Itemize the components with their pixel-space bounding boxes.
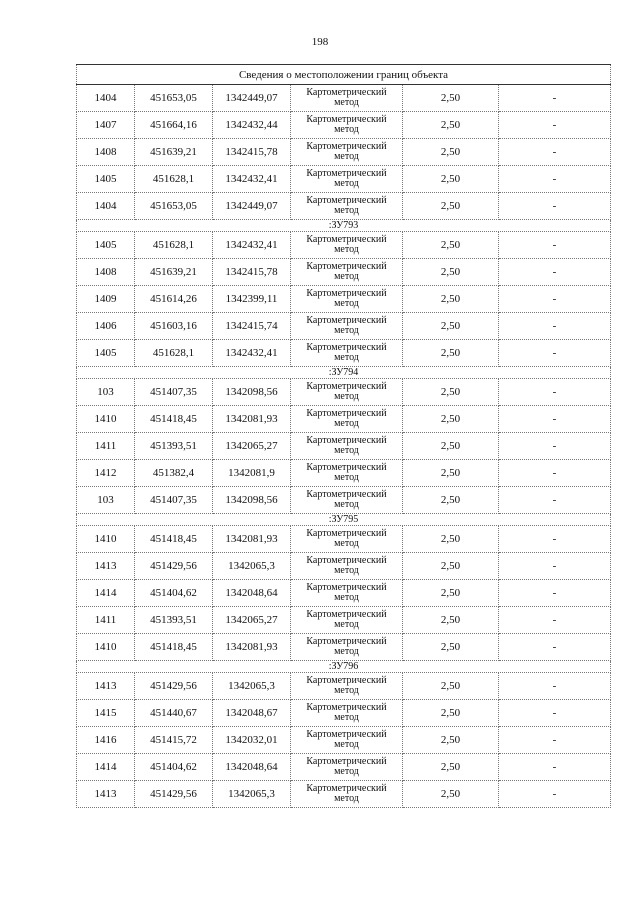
x-coordinate-cell: 451614,26: [135, 286, 213, 313]
table-row: [77, 526, 611, 553]
table-row: [77, 727, 611, 754]
point-number-cell: 1406: [77, 313, 135, 340]
note-cell: -: [499, 460, 611, 487]
point-number-cell: 103: [77, 487, 135, 514]
y-coordinate-cell: 1342449,07: [213, 85, 291, 112]
method-line-1: Картометрический: [306, 141, 387, 152]
point-number-cell: 1415: [77, 700, 135, 727]
method-cell: [291, 85, 403, 112]
y-coordinate-cell: 1342081,9: [213, 460, 291, 487]
method-line-1: Картометрический: [306, 408, 387, 419]
point-number-cell: 1414: [77, 580, 135, 607]
table-row: [77, 166, 611, 193]
page-number: 198: [311, 36, 329, 48]
y-coordinate-cell: 1342081,93: [213, 526, 291, 553]
x-coordinate-cell: 451628,1: [135, 166, 213, 193]
method-line-2: метод: [334, 739, 359, 750]
accuracy-cell: 2,50: [403, 406, 499, 433]
method-line-2: метод: [334, 97, 359, 108]
section-row: [77, 220, 611, 232]
method-line-2: метод: [334, 472, 359, 483]
method-line-1: Картометрический: [306, 288, 387, 299]
method-cell: [291, 607, 403, 634]
point-number-cell: 1404: [77, 85, 135, 112]
method-cell: [291, 166, 403, 193]
table-row: [77, 580, 611, 607]
section-row: [77, 661, 611, 673]
table-row: [77, 460, 611, 487]
note-cell: -: [499, 313, 611, 340]
y-coordinate-cell: 1342065,27: [213, 607, 291, 634]
method-line-1: Картометрический: [306, 234, 387, 245]
table-row: [77, 406, 611, 433]
method-line-2: метод: [334, 646, 359, 657]
accuracy-cell: 2,50: [403, 700, 499, 727]
note-cell: -: [499, 139, 611, 166]
method-line-1: Картометрический: [306, 582, 387, 593]
method-line-2: метод: [334, 418, 359, 429]
y-coordinate-cell: 1342048,64: [213, 754, 291, 781]
method-cell: [291, 340, 403, 367]
accuracy-cell: 2,50: [403, 553, 499, 580]
note-cell: -: [499, 580, 611, 607]
table-row: [77, 139, 611, 166]
x-coordinate-cell: 451653,05: [135, 193, 213, 220]
accuracy-cell: 2,50: [403, 166, 499, 193]
note-cell: -: [499, 406, 611, 433]
note-cell: -: [499, 781, 611, 808]
method-line-2: метод: [334, 499, 359, 510]
x-coordinate-cell: 451418,45: [135, 526, 213, 553]
accuracy-cell: 2,50: [403, 580, 499, 607]
y-coordinate-cell: 1342432,44: [213, 112, 291, 139]
table-header: Сведения о местоположении границ объекта: [77, 65, 611, 85]
accuracy-cell: 2,50: [403, 85, 499, 112]
method-line-2: метод: [334, 619, 359, 630]
table-row: [77, 607, 611, 634]
x-coordinate-cell: 451664,16: [135, 112, 213, 139]
y-coordinate-cell: 1342048,67: [213, 700, 291, 727]
x-coordinate-cell: 451639,21: [135, 259, 213, 286]
y-coordinate-cell: 1342081,93: [213, 406, 291, 433]
method-line-1: Картометрический: [306, 636, 387, 647]
y-coordinate-cell: 1342399,11: [213, 286, 291, 313]
table-row: [77, 754, 611, 781]
x-coordinate-cell: 451418,45: [135, 406, 213, 433]
method-cell: [291, 673, 403, 700]
accuracy-cell: 2,50: [403, 781, 499, 808]
method-line-1: Картометрический: [306, 528, 387, 539]
x-coordinate-cell: 451393,51: [135, 607, 213, 634]
table-row: [77, 553, 611, 580]
method-cell: [291, 553, 403, 580]
y-coordinate-cell: 1342065,27: [213, 433, 291, 460]
point-number-cell: 1408: [77, 139, 135, 166]
accuracy-cell: 2,50: [403, 433, 499, 460]
y-coordinate-cell: 1342065,3: [213, 781, 291, 808]
accuracy-cell: 2,50: [403, 754, 499, 781]
point-number-cell: 1408: [77, 259, 135, 286]
note-cell: -: [499, 526, 611, 553]
table-row: [77, 433, 611, 460]
note-cell: -: [499, 112, 611, 139]
accuracy-cell: 2,50: [403, 460, 499, 487]
table-row: [77, 673, 611, 700]
method-line-2: метод: [334, 151, 359, 162]
y-coordinate-cell: 1342081,93: [213, 634, 291, 661]
accuracy-cell: 2,50: [403, 634, 499, 661]
point-number-cell: 1413: [77, 553, 135, 580]
method-line-2: метод: [334, 538, 359, 549]
method-line-2: метод: [334, 271, 359, 282]
note-cell: -: [499, 340, 611, 367]
method-line-2: метод: [334, 391, 359, 402]
method-cell: [291, 406, 403, 433]
x-coordinate-cell: 451393,51: [135, 433, 213, 460]
point-number-cell: 1412: [77, 460, 135, 487]
boundary-coordinates-table: [76, 64, 611, 808]
table-row: [77, 259, 611, 286]
method-line-1: Картометрический: [306, 462, 387, 473]
section-row: [77, 514, 611, 526]
method-line-2: метод: [334, 178, 359, 189]
method-cell: [291, 139, 403, 166]
point-number-cell: 1405: [77, 340, 135, 367]
method-line-1: Картометрический: [306, 702, 387, 713]
x-coordinate-cell: 451418,45: [135, 634, 213, 661]
y-coordinate-cell: 1342065,3: [213, 553, 291, 580]
x-coordinate-cell: 451429,56: [135, 673, 213, 700]
method-cell: [291, 526, 403, 553]
x-coordinate-cell: 451404,62: [135, 580, 213, 607]
method-cell: [291, 487, 403, 514]
table-row: [77, 700, 611, 727]
table-row: [77, 85, 611, 112]
x-coordinate-cell: 451628,1: [135, 232, 213, 259]
method-line-2: метод: [334, 685, 359, 696]
y-coordinate-cell: 1342432,41: [213, 232, 291, 259]
method-line-1: Картометрический: [306, 114, 387, 125]
method-cell: [291, 259, 403, 286]
x-coordinate-cell: 451639,21: [135, 139, 213, 166]
table-row: [77, 112, 611, 139]
table-row: [77, 379, 611, 406]
method-line-1: Картометрический: [306, 783, 387, 794]
table-header-row: [77, 65, 611, 85]
point-number-cell: 1404: [77, 193, 135, 220]
method-line-2: метод: [334, 352, 359, 363]
table-row: [77, 634, 611, 661]
accuracy-cell: 2,50: [403, 673, 499, 700]
method-line-1: Картометрический: [306, 756, 387, 767]
x-coordinate-cell: 451382,4: [135, 460, 213, 487]
table-row: [77, 487, 611, 514]
section-label: :ЗУ795: [77, 514, 611, 526]
accuracy-cell: 2,50: [403, 607, 499, 634]
method-line-2: метод: [334, 124, 359, 135]
x-coordinate-cell: 451415,72: [135, 727, 213, 754]
point-number-cell: 1411: [77, 607, 135, 634]
table-row: [77, 286, 611, 313]
method-line-2: метод: [334, 205, 359, 216]
accuracy-cell: 2,50: [403, 727, 499, 754]
method-cell: [291, 379, 403, 406]
method-cell: [291, 286, 403, 313]
y-coordinate-cell: 1342415,78: [213, 139, 291, 166]
accuracy-cell: 2,50: [403, 193, 499, 220]
x-coordinate-cell: 451429,56: [135, 553, 213, 580]
section-label: :ЗУ794: [77, 367, 611, 379]
method-line-1: Картометрический: [306, 87, 387, 98]
note-cell: -: [499, 232, 611, 259]
method-cell: [291, 781, 403, 808]
method-cell: [291, 460, 403, 487]
method-cell: [291, 112, 403, 139]
point-number-cell: 1416: [77, 727, 135, 754]
method-cell: [291, 232, 403, 259]
accuracy-cell: 2,50: [403, 379, 499, 406]
note-cell: -: [499, 487, 611, 514]
table-row: [77, 193, 611, 220]
method-line-1: Картометрический: [306, 315, 387, 326]
method-cell: [291, 754, 403, 781]
method-line-1: Картометрический: [306, 195, 387, 206]
note-cell: -: [499, 259, 611, 286]
note-cell: -: [499, 553, 611, 580]
point-number-cell: 1410: [77, 406, 135, 433]
y-coordinate-cell: 1342432,41: [213, 166, 291, 193]
table-row: [77, 313, 611, 340]
method-cell: [291, 433, 403, 460]
note-cell: -: [499, 754, 611, 781]
method-cell: [291, 727, 403, 754]
method-line-2: метод: [334, 592, 359, 603]
point-number-cell: 103: [77, 379, 135, 406]
method-cell: [291, 580, 403, 607]
point-number-cell: 1409: [77, 286, 135, 313]
y-coordinate-cell: 1342415,78: [213, 259, 291, 286]
method-line-2: метод: [334, 793, 359, 804]
method-line-1: Картометрический: [306, 555, 387, 566]
y-coordinate-cell: 1342415,74: [213, 313, 291, 340]
x-coordinate-cell: 451429,56: [135, 781, 213, 808]
accuracy-cell: 2,50: [403, 259, 499, 286]
method-line-2: метод: [334, 766, 359, 777]
method-line-2: метод: [334, 298, 359, 309]
point-number-cell: 1407: [77, 112, 135, 139]
method-line-1: Картометрический: [306, 168, 387, 179]
y-coordinate-cell: 1342032,01: [213, 727, 291, 754]
accuracy-cell: 2,50: [403, 232, 499, 259]
method-line-1: Картометрический: [306, 261, 387, 272]
point-number-cell: 1410: [77, 634, 135, 661]
method-line-2: метод: [334, 325, 359, 336]
method-line-1: Картометрический: [306, 342, 387, 353]
point-number-cell: 1405: [77, 166, 135, 193]
accuracy-cell: 2,50: [403, 139, 499, 166]
note-cell: -: [499, 85, 611, 112]
table-body: [77, 65, 611, 808]
point-number-cell: 1414: [77, 754, 135, 781]
x-coordinate-cell: 451407,35: [135, 487, 213, 514]
point-number-cell: 1411: [77, 433, 135, 460]
x-coordinate-cell: 451440,67: [135, 700, 213, 727]
accuracy-cell: 2,50: [403, 487, 499, 514]
point-number-cell: 1413: [77, 673, 135, 700]
method-line-1: Картометрический: [306, 729, 387, 740]
accuracy-cell: 2,50: [403, 112, 499, 139]
note-cell: -: [499, 433, 611, 460]
table-row: [77, 340, 611, 367]
note-cell: -: [499, 193, 611, 220]
note-cell: -: [499, 700, 611, 727]
note-cell: -: [499, 634, 611, 661]
table-row: [77, 232, 611, 259]
accuracy-cell: 2,50: [403, 340, 499, 367]
x-coordinate-cell: 451628,1: [135, 340, 213, 367]
x-coordinate-cell: 451603,16: [135, 313, 213, 340]
method-cell: [291, 634, 403, 661]
table-row: [77, 781, 611, 808]
point-number-cell: 1405: [77, 232, 135, 259]
note-cell: -: [499, 286, 611, 313]
x-coordinate-cell: 451653,05: [135, 85, 213, 112]
method-line-1: Картометрический: [306, 609, 387, 620]
point-number-cell: 1413: [77, 781, 135, 808]
point-number-cell: 1410: [77, 526, 135, 553]
section-row: [77, 367, 611, 379]
note-cell: -: [499, 607, 611, 634]
method-line-2: метод: [334, 244, 359, 255]
note-cell: -: [499, 673, 611, 700]
accuracy-cell: 2,50: [403, 526, 499, 553]
method-line-1: Картометрический: [306, 381, 387, 392]
note-cell: -: [499, 379, 611, 406]
y-coordinate-cell: 1342432,41: [213, 340, 291, 367]
method-cell: [291, 313, 403, 340]
note-cell: -: [499, 727, 611, 754]
method-line-1: Картометрический: [306, 675, 387, 686]
y-coordinate-cell: 1342065,3: [213, 673, 291, 700]
method-cell: [291, 193, 403, 220]
method-line-1: Картометрический: [306, 435, 387, 446]
method-line-1: Картометрический: [306, 489, 387, 500]
accuracy-cell: 2,50: [403, 313, 499, 340]
y-coordinate-cell: 1342449,07: [213, 193, 291, 220]
y-coordinate-cell: 1342098,56: [213, 379, 291, 406]
note-cell: -: [499, 166, 611, 193]
method-line-2: метод: [334, 565, 359, 576]
method-line-2: метод: [334, 712, 359, 723]
x-coordinate-cell: 451407,35: [135, 379, 213, 406]
method-line-2: метод: [334, 445, 359, 456]
x-coordinate-cell: 451404,62: [135, 754, 213, 781]
accuracy-cell: 2,50: [403, 286, 499, 313]
section-label: :ЗУ793: [77, 220, 611, 232]
y-coordinate-cell: 1342098,56: [213, 487, 291, 514]
y-coordinate-cell: 1342048,64: [213, 580, 291, 607]
section-label: :ЗУ796: [77, 661, 611, 673]
method-cell: [291, 700, 403, 727]
